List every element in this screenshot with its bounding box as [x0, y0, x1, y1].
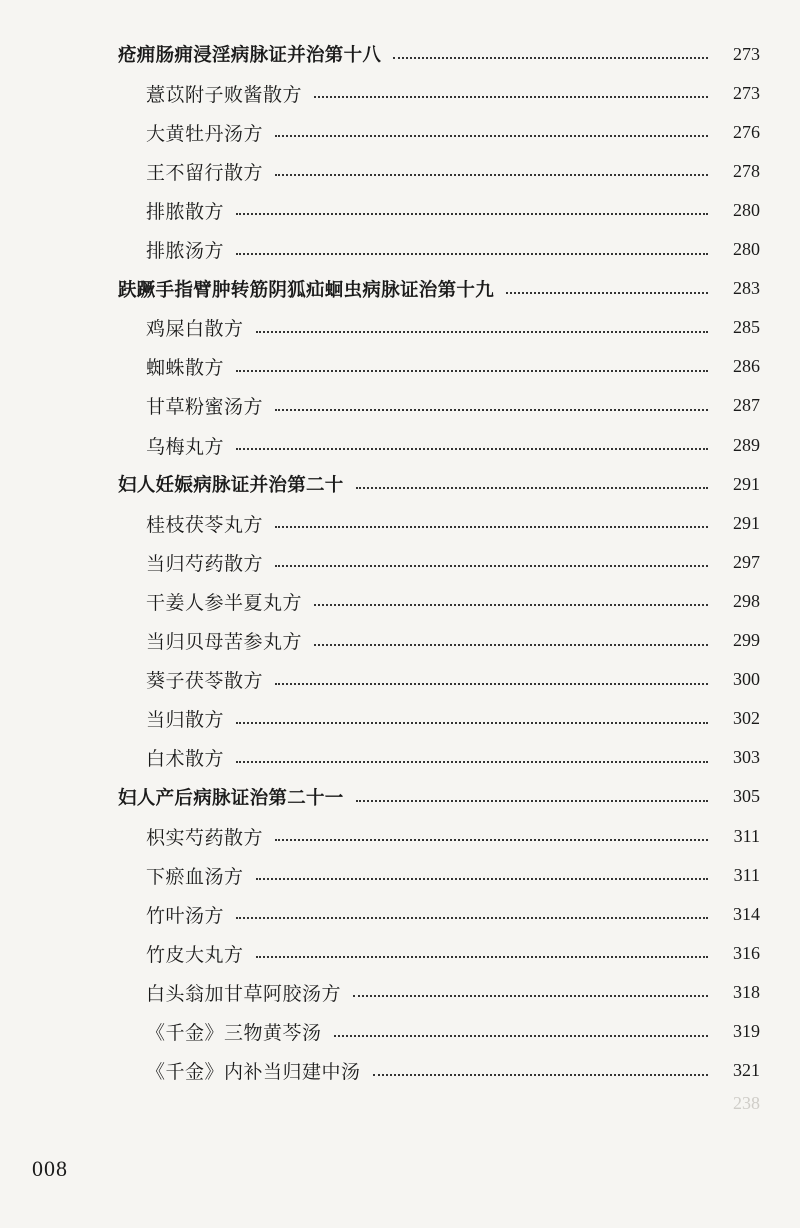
toc-entry — [146, 505, 760, 541]
toc-title: 干姜人参半夏丸方 — [146, 591, 303, 614]
dot-leader — [256, 956, 708, 958]
toc-title: 白术散方 — [146, 748, 225, 771]
dot-leader — [334, 1035, 708, 1037]
toc-entry — [146, 75, 760, 111]
dot-leader — [275, 839, 708, 841]
toc-title: 妇人妊娠病脉证并治第二十 — [118, 475, 344, 497]
toc-title: 白头翁加甘草阿胶汤方 — [146, 982, 342, 1005]
toc-page-number: 316 — [733, 942, 760, 963]
toc-page-number: 321 — [733, 1060, 760, 1081]
toc-page-number: 297 — [733, 551, 760, 572]
toc-entry — [146, 114, 760, 150]
dot-leader — [256, 878, 708, 880]
dot-leader — [236, 761, 708, 763]
toc-page-number: 278 — [733, 160, 760, 181]
dot-leader — [356, 800, 708, 802]
toc-chapter-heading — [118, 36, 760, 72]
dot-leader — [236, 213, 708, 215]
toc-entry — [146, 935, 760, 971]
page-number: 008 — [32, 1156, 68, 1181]
dot-leader — [236, 370, 708, 372]
toc-page-number: 273 — [733, 82, 760, 103]
toc-title: 当归散方 — [146, 709, 225, 732]
toc-title: 疮痈肠痈浸淫病脉证并治第十八 — [118, 45, 382, 66]
toc-entry — [146, 544, 760, 580]
toc-page-number: 289 — [733, 434, 760, 455]
toc-entry — [146, 623, 760, 659]
toc-page-number: 303 — [733, 747, 760, 768]
toc-entry — [146, 896, 760, 932]
dot-leader — [314, 96, 708, 98]
toc-title: 蜘蛛散方 — [146, 357, 225, 380]
toc-page-number: 302 — [733, 708, 760, 729]
dot-leader — [275, 683, 708, 685]
toc-title: 当归芍药散方 — [146, 552, 264, 575]
toc-title: 《千金》内补当归建中汤 — [146, 1061, 361, 1084]
dot-leader — [275, 135, 708, 137]
toc-page-number: 291 — [733, 512, 760, 533]
toc-title: 趺蹶手指臂肿转筋阴狐疝蛔虫病脉证治第十九 — [118, 279, 495, 301]
toc-page-number: 300 — [733, 669, 760, 690]
dot-leader — [275, 526, 708, 528]
bleed-through-text: 238 — [733, 1093, 760, 1113]
toc-title: 大黄牡丹汤方 — [146, 122, 264, 145]
dot-leader — [275, 565, 708, 567]
dot-leader — [356, 487, 708, 489]
toc-entry — [146, 1014, 760, 1050]
toc-page-number: 291 — [733, 473, 760, 494]
toc-entry — [146, 310, 760, 346]
toc-entry — [146, 153, 760, 189]
toc-entry — [146, 232, 760, 268]
toc-title: 下瘀血汤方 — [146, 865, 244, 888]
dot-leader — [236, 917, 708, 919]
toc-title: 桂枝茯苓丸方 — [146, 513, 264, 536]
toc-page-number: 319 — [733, 1021, 760, 1041]
toc-title: 王不留行散方 — [146, 161, 264, 184]
toc-page-number: 314 — [733, 903, 760, 924]
toc-entry — [146, 974, 760, 1010]
toc-entry — [146, 1053, 760, 1089]
toc-page-number: 285 — [733, 317, 760, 338]
toc-entry — [146, 349, 760, 385]
toc-title: 妇人产后病脉证治第二十一 — [118, 787, 344, 809]
toc-page-number: 280 — [733, 239, 760, 259]
toc-title: 葵子茯苓散方 — [146, 670, 264, 693]
dot-leader — [314, 604, 708, 606]
toc-page-number: 287 — [733, 395, 760, 416]
toc-page-number: 305 — [733, 786, 760, 807]
toc-chapter-heading — [118, 271, 760, 307]
toc-entry — [146, 818, 760, 854]
dot-leader — [236, 448, 708, 450]
toc-title: 《千金》三物黄芩汤 — [146, 1022, 322, 1044]
toc-title: 竹叶汤方 — [146, 904, 225, 927]
toc-page-number: 298 — [733, 590, 760, 611]
toc-title: 枳实芍药散方 — [146, 826, 264, 849]
dot-leader — [275, 174, 708, 176]
toc-title: 竹皮大丸方 — [146, 943, 244, 966]
toc-title: 当归贝母苦参丸方 — [146, 631, 303, 653]
toc-chapter-heading — [118, 466, 760, 502]
toc-page-number: 280 — [733, 199, 760, 220]
toc-entry — [146, 388, 760, 424]
dot-leader — [236, 253, 708, 255]
toc-page-number: 273 — [733, 43, 760, 64]
toc-title: 薏苡附子败酱散方 — [146, 83, 303, 106]
toc-page-number: 276 — [733, 121, 760, 142]
toc-entry — [146, 662, 760, 698]
toc-title: 甘草粉蜜汤方 — [146, 396, 264, 419]
toc-entry — [146, 192, 760, 228]
toc-title: 排脓汤方 — [146, 240, 225, 262]
toc-title: 鸡屎白散方 — [146, 318, 244, 341]
dot-leader — [236, 722, 708, 724]
toc-title: 排脓散方 — [146, 200, 225, 223]
toc-entry — [146, 583, 760, 619]
toc-page-number: 311 — [733, 864, 760, 885]
dot-leader — [353, 995, 708, 997]
dot-leader — [256, 331, 708, 333]
toc-page-number: 286 — [733, 356, 760, 377]
toc-page-number: 283 — [733, 278, 760, 299]
dot-leader — [314, 644, 708, 646]
dot-leader — [373, 1074, 708, 1076]
dot-leader — [506, 292, 708, 294]
toc-page-number: 318 — [733, 981, 760, 1002]
toc-entry — [146, 857, 760, 893]
toc-chapter-heading — [118, 779, 760, 815]
toc-entry — [146, 740, 760, 776]
toc-entry — [146, 701, 760, 737]
dot-leader — [275, 409, 708, 411]
toc-page-number: 299 — [733, 630, 760, 650]
toc-entry — [146, 427, 760, 463]
dot-leader — [393, 57, 708, 59]
toc-page-number: 311 — [733, 825, 760, 846]
toc-title: 乌梅丸方 — [146, 435, 225, 458]
